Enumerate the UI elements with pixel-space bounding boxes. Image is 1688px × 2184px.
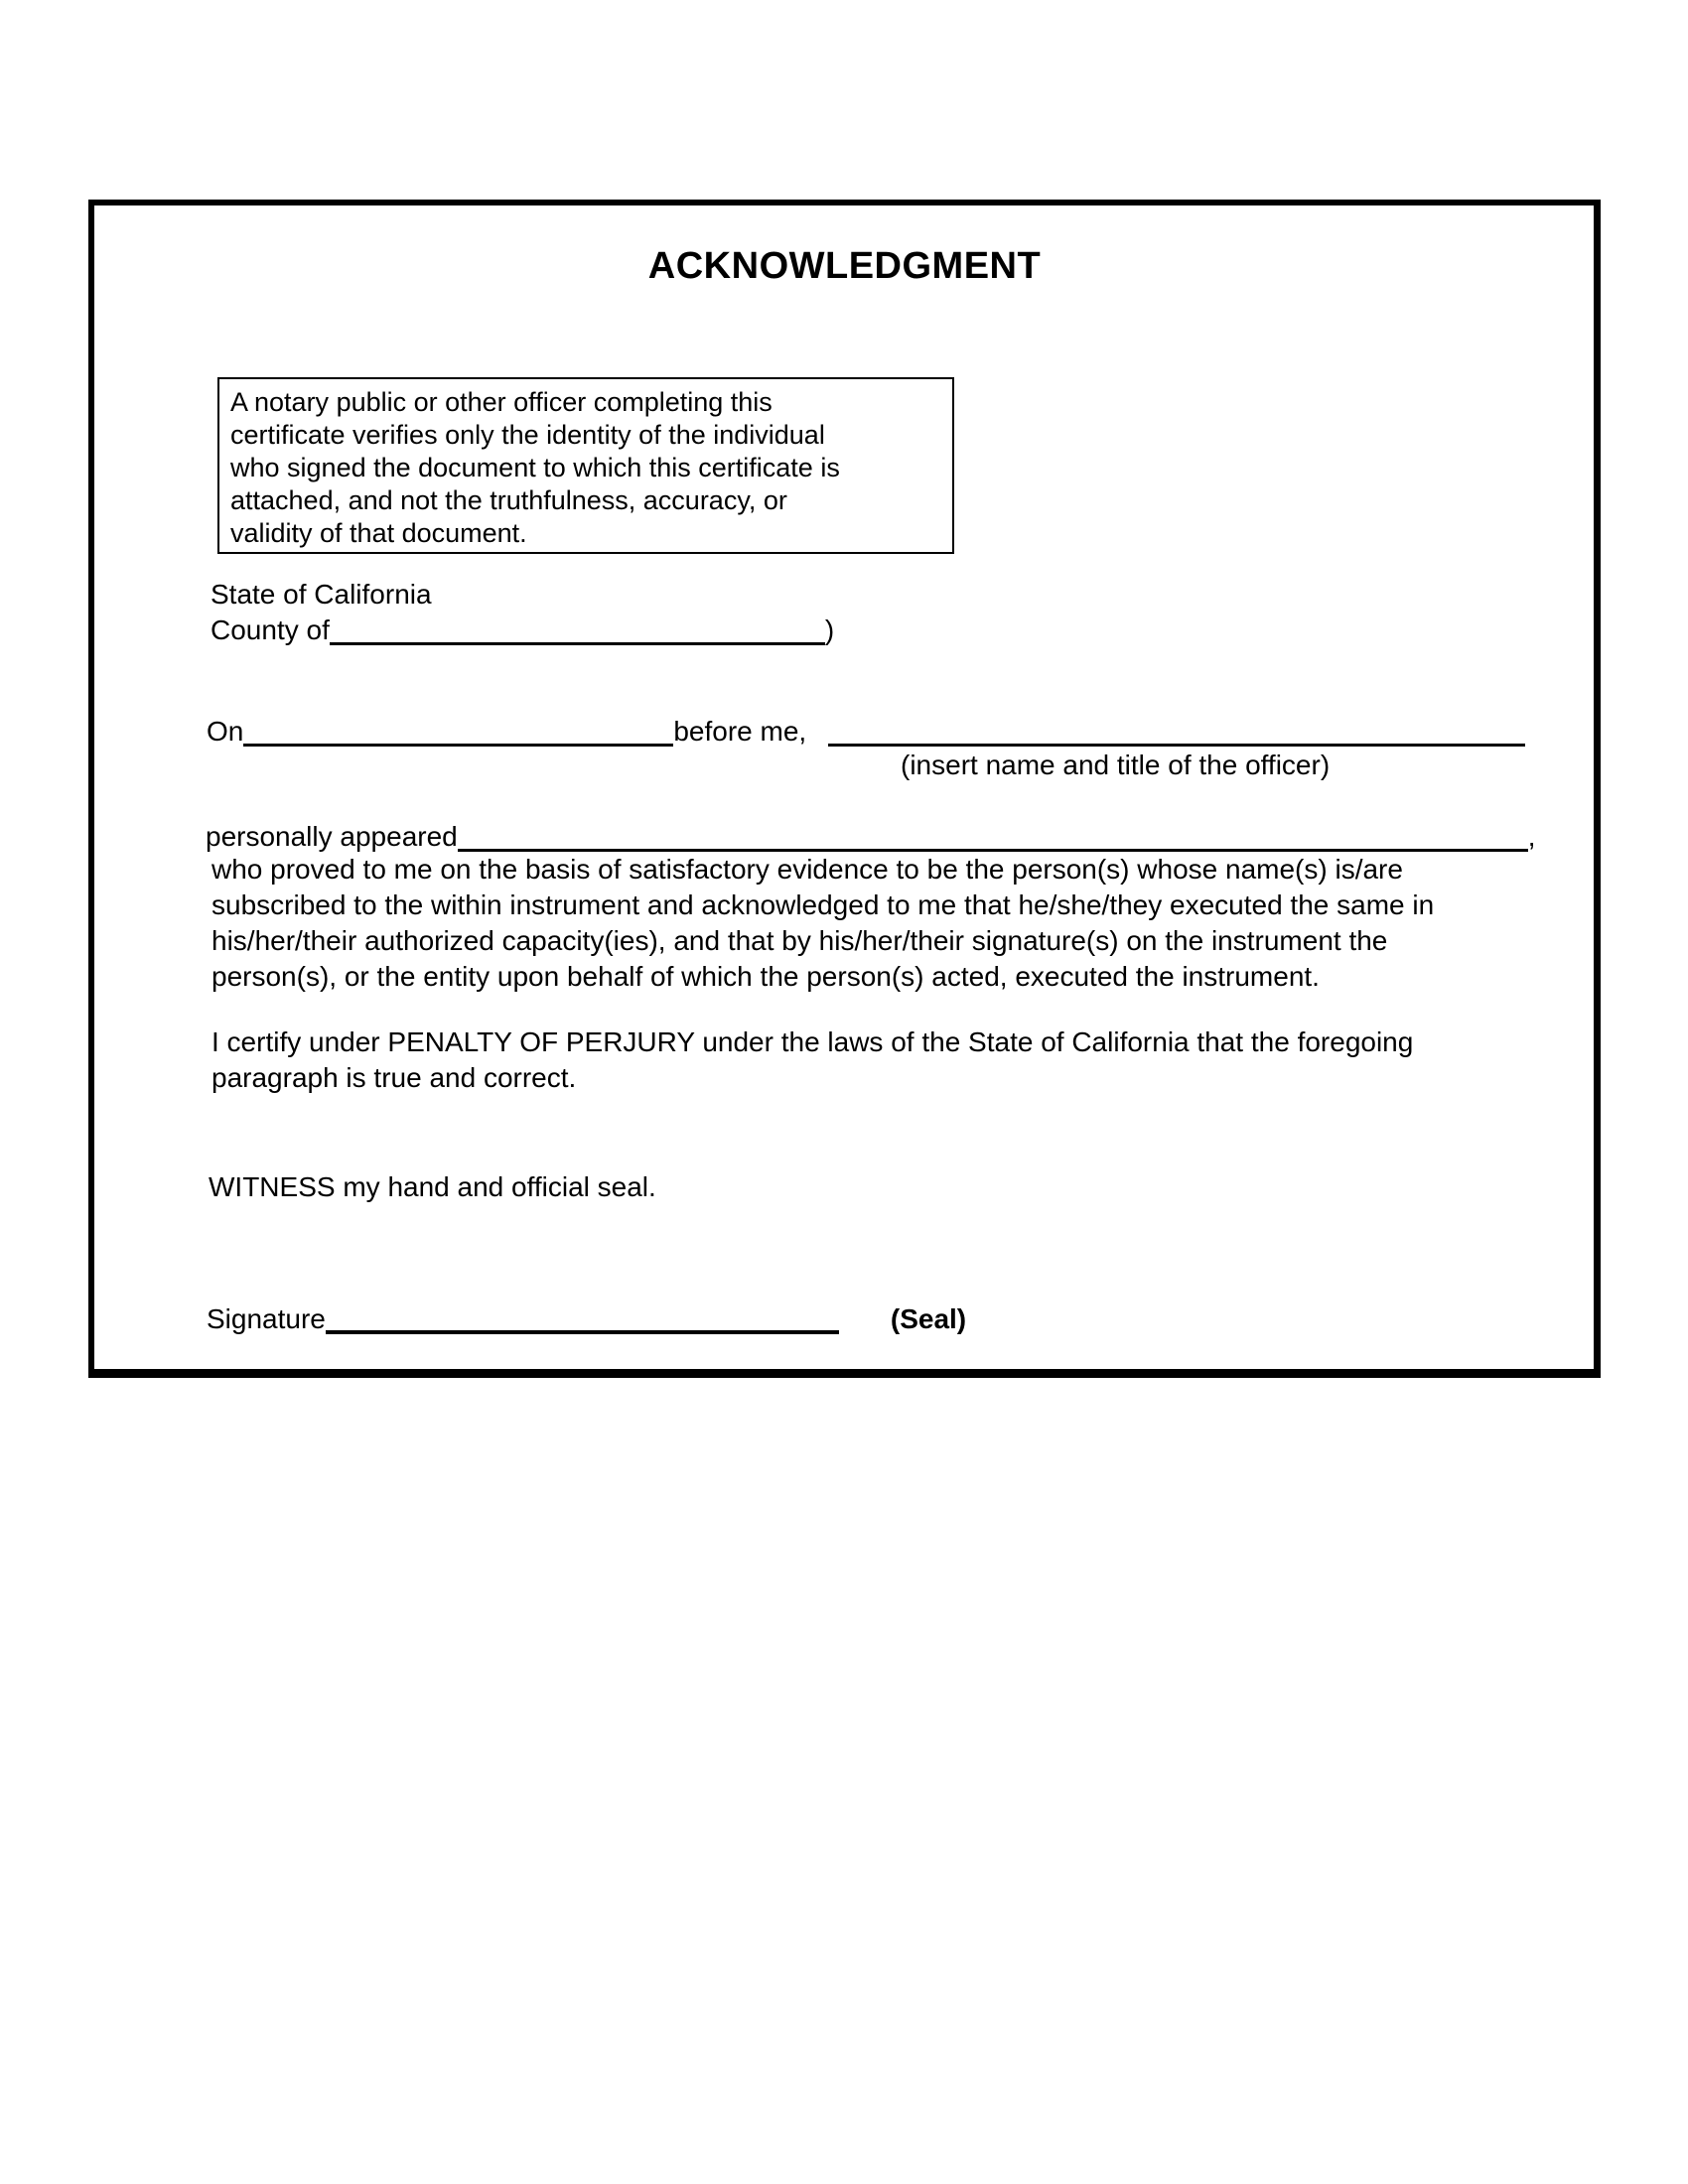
notary-disclaimer-box: [217, 377, 954, 554]
certification-line: paragraph is true and correct.: [211, 1062, 577, 1093]
appearance-comma: ,: [1527, 821, 1536, 852]
signature-label: Signature: [207, 1303, 326, 1334]
venue-state-line: State of California: [211, 579, 432, 610]
personally-appeared-label: personally appeared: [206, 821, 458, 852]
disclaimer-line: who signed the document to which this certificate is: [230, 453, 840, 482]
county-label: County of: [211, 614, 330, 645]
seal-label: (Seal): [890, 1303, 967, 1334]
statement-line: his/her/their authorized capacity(ies), and that by his/her/their signature(s) on the instrument the: [211, 925, 1388, 956]
statement-line: subscribed to the within instrument and acknowledged to me that he/she/they executed the same in: [211, 889, 1435, 920]
venue-block: [211, 577, 834, 648]
disclaimer-line: certificate verifies only the identity of the individual: [230, 420, 825, 450]
disclaimer-line: attached, and not the truthfulness, accuracy, or: [230, 485, 787, 515]
appearer-names-blank[interactable]: [458, 821, 1528, 852]
venue-county-line: [211, 613, 834, 648]
on-label: On: [207, 716, 244, 747]
officer-caption: (insert name and title of the officer): [901, 750, 1331, 780]
form-title: ACKNOWLEDGMENT: [647, 245, 1042, 287]
disclaimer-line: validity of that document.: [230, 518, 527, 548]
witness-line: WITNESS my hand and official seal.: [209, 1171, 656, 1202]
signature-line-row: [207, 1301, 966, 1337]
before-me-label: before me,: [673, 716, 807, 747]
date-blank[interactable]: [243, 716, 673, 747]
signature-blank[interactable]: [326, 1302, 839, 1334]
statement-line: who proved to me on the basis of satisfactory evidence to be the person(s) whose name(s) is/are: [211, 854, 1403, 885]
date-officer-line: [207, 714, 1525, 750]
county-close-paren: ): [824, 614, 835, 645]
certification-line: I certify under PENALTY OF PERJURY under the laws of the State of California that the foregoing: [211, 1026, 1414, 1057]
disclaimer-line: A notary public or other officer completing this: [230, 387, 773, 417]
county-blank[interactable]: [330, 614, 825, 645]
appearance-line: [206, 819, 1536, 855]
officer-name-blank[interactable]: [828, 716, 1525, 747]
satisfactory-evidence-paragraph: [211, 852, 1434, 995]
perjury-certification: [211, 1024, 1413, 1096]
statement-line: person(s), or the entity upon behalf of which the person(s) acted, executed the instrument.: [211, 961, 1320, 992]
